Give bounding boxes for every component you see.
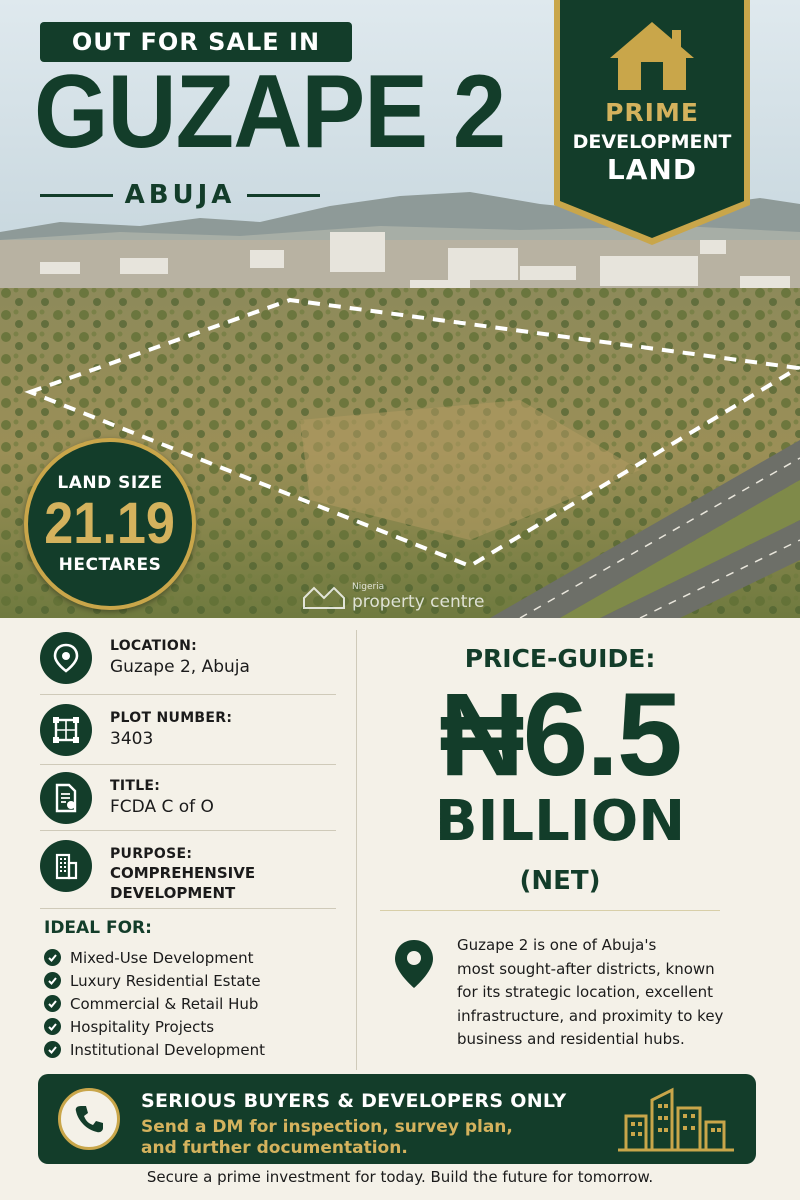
description-line: infrastructure, and proximity to key [457, 1006, 724, 1025]
cta-title: SERIOUS BUYERS & DEVELOPERS ONLY [141, 1090, 567, 1112]
check-icon [44, 972, 61, 989]
list-item [44, 992, 265, 1015]
ideal-for-item: Institutional Development [70, 1040, 266, 1059]
badge-line-development: DEVELOPMENT [572, 131, 732, 153]
info-location [40, 632, 336, 684]
plot-grid-icon [40, 704, 92, 756]
cta-subtitle-line: and further documentation. [141, 1138, 408, 1158]
location-value: Guzape 2, Abuja [110, 657, 250, 677]
location-label: LOCATION: [110, 638, 198, 654]
divider [40, 908, 336, 909]
city-row [40, 178, 320, 212]
price-guide-label: PRICE-GUIDE: [464, 644, 656, 673]
purpose-value-line1: COMPREHENSIVE [110, 864, 256, 882]
plot-number-value: 3403 [110, 729, 154, 749]
land-size-value: 21.19 [44, 491, 176, 556]
land-size-unit: HECTARES [58, 555, 162, 575]
city-buildings-icon [612, 1084, 740, 1154]
land-size-label: LAND SIZE [57, 473, 163, 493]
location-pin-icon [392, 938, 436, 990]
price-unit: BILLION [434, 789, 686, 854]
description-line: business and residential hubs. [457, 1030, 685, 1048]
purpose-value-line2: DEVELOPMENT [110, 883, 236, 902]
ideal-for-item: Hospitality Projects [70, 1017, 215, 1036]
title-label: TITLE: [110, 778, 161, 794]
district-description [457, 934, 757, 1052]
list-item [44, 1015, 265, 1038]
badge-line-land: LAND [606, 153, 698, 186]
ideal-for-list [44, 946, 265, 1061]
land-size-badge [24, 438, 196, 610]
city-name: ABUJA [124, 180, 236, 210]
city-divider-right [247, 194, 320, 197]
description-line: most sought-after districts, known [457, 959, 715, 978]
ideal-for-title: IDEAL FOR: [44, 918, 152, 938]
page-title: GUZAPE 2 [34, 54, 506, 170]
list-item [44, 946, 265, 969]
list-item [44, 1038, 265, 1061]
divider [380, 910, 720, 911]
title-value: FCDA C of O [110, 797, 214, 817]
watermark [302, 582, 485, 611]
watermark-small-text: Nigeria [352, 582, 385, 592]
column-divider [356, 630, 357, 1070]
building-icon [40, 840, 92, 892]
plot-number-label: PLOT NUMBER: [110, 710, 233, 726]
badge-line-prime: PRIME [605, 98, 699, 127]
check-icon [44, 1041, 61, 1058]
price-qualifier: (NET) [519, 866, 601, 896]
divider [40, 764, 336, 765]
badge-text [554, 98, 750, 186]
check-icon [44, 995, 61, 1012]
ideal-for-item: Luxury Residential Estate [70, 971, 261, 990]
price-value: ₦6.5 [439, 669, 681, 801]
list-item [44, 969, 265, 992]
info-plot-number [40, 704, 336, 756]
ideal-for-item: Mixed-Use Development [70, 948, 254, 967]
phone-icon[interactable] [58, 1088, 120, 1150]
sale-tag: OUT FOR SALE IN [40, 22, 352, 62]
watermark-text: property centre [352, 592, 485, 612]
info-purpose [40, 840, 336, 903]
check-icon [44, 949, 61, 966]
city-divider-left [40, 194, 113, 197]
cta-subtitle [141, 1117, 581, 1159]
location-pin-icon [40, 632, 92, 684]
tagline: Secure a prime investment for today. Build the future for tomorrow. [146, 1168, 654, 1186]
divider [40, 694, 336, 695]
ideal-for-item: Commercial & Retail Hub [70, 994, 259, 1013]
description-line: for its strategic location, excellent [457, 983, 713, 1001]
watermark-house-icon [302, 584, 346, 610]
cta-subtitle-line: Send a DM for inspection, survey plan, [141, 1117, 513, 1137]
contact-banner [38, 1074, 756, 1164]
info-title [40, 772, 336, 824]
document-certificate-icon [40, 772, 92, 824]
purpose-label: PURPOSE: [110, 846, 193, 862]
check-icon [44, 1018, 61, 1035]
details-panel [0, 618, 800, 1200]
divider [40, 830, 336, 831]
description-line: Guzape 2 is one of Abuja's [457, 936, 657, 954]
purpose-value [110, 864, 255, 903]
